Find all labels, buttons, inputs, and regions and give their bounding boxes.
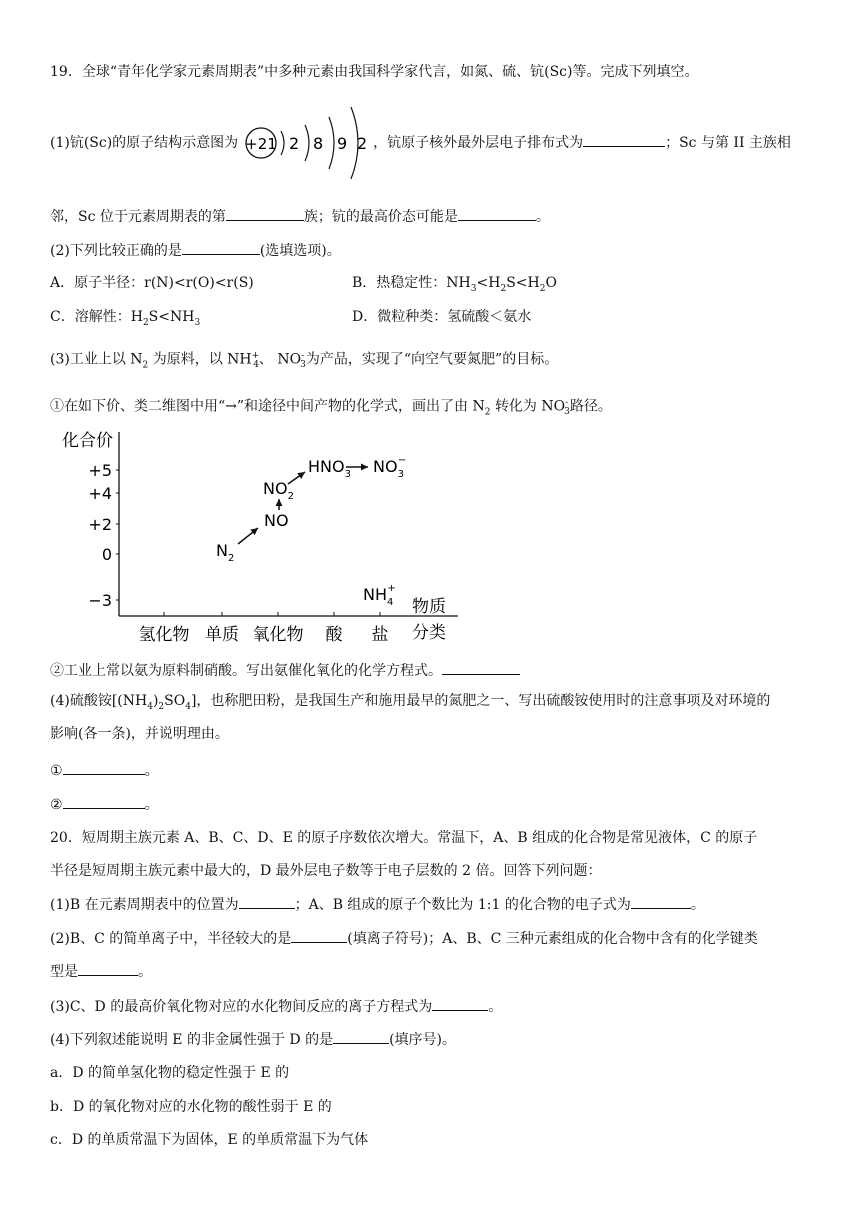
option-d: D．微粒种类：氢硫酸＜氨水 xyxy=(352,309,532,325)
q19-part3-1: ①在如下价、类二维图中用“→”和途径中间产物的化学式，画出了由 $N_2$ 转化为 $NO^-_3$路径。 xyxy=(50,398,612,418)
option-c: C．溶解性：$H_2S<NH_3$ xyxy=(50,309,201,328)
q20-intro-1: 20．短周期主族元素 A、B、C、D、E 的原子序数依次增大。常温下，A、B 组成的化合物是常见液体，C 的原子 xyxy=(50,830,758,846)
y-ticks xyxy=(88,461,119,610)
q19-p4d: ]，也称肥田粉，是我国生产和施用最早的氮肥之一、写出硫酸铵使用时的注意事项及对环境的 xyxy=(190,693,771,709)
shell-arc-2 xyxy=(305,125,309,161)
q20-intro-2: 半径是短周期主族元素中最大的，D 最外层电子数等于电子层数的 2 倍。回答下列问题： xyxy=(50,863,602,879)
shell-electrons-3: 9 xyxy=(336,134,347,153)
blank-group[interactable] xyxy=(226,206,304,221)
q19-p1b: ，钪原子核外最外层电子排布式为 xyxy=(373,135,584,151)
option-a-label: A．原子半径： xyxy=(50,275,145,291)
blank-answer-2[interactable] xyxy=(63,794,145,809)
q20-p1b: ；A、B 组成的原子个数比为 1:1 的化合物的电子式为 xyxy=(294,897,631,913)
blank-highest-valence[interactable] xyxy=(458,206,536,221)
answer-2-period: 。 xyxy=(144,797,159,813)
atom-diagram xyxy=(243,133,369,153)
q20-p3b: 。 xyxy=(488,999,503,1015)
blank-electron-formula[interactable] xyxy=(631,894,691,909)
species-hno3-label: $HNO_3$ xyxy=(308,457,351,480)
q19-p1c: ；Sc 与第 II 主族相 xyxy=(665,135,791,151)
q19-p3d: 为产品，实现了“向空气要氮肥”的目标。 xyxy=(305,351,559,368)
option-b: B．热稳定性：$NH_3<H_2S<H_2O$ xyxy=(352,275,557,294)
q20-part2-line2 xyxy=(50,961,152,982)
q19-p3a: (3)工业上以 N xyxy=(50,351,143,368)
q19-part4-line2: 影响(各一条)，并说明理由。 xyxy=(50,726,229,742)
q20-part4 xyxy=(50,1029,456,1050)
path-arrow-head xyxy=(361,464,368,471)
q19-answer-2 xyxy=(50,794,159,815)
y-tick-label: −3 xyxy=(88,591,112,610)
species-n2-label: $N_2$ xyxy=(216,541,235,564)
y-tick-label: +2 xyxy=(88,515,112,534)
shell-electrons-1: 2 xyxy=(288,134,299,153)
x-category-label: 酸 xyxy=(325,625,343,645)
atom-structure-svg xyxy=(243,93,373,193)
x-category-label: 盐 xyxy=(371,625,389,645)
q20-p4a: (4)下列叙述能说明 E 的非金属性强于 D 的是 xyxy=(50,1032,334,1048)
q19-p1d: 邻，Sc 位于元素周期表的第 xyxy=(50,209,226,225)
q19-p1f: 。 xyxy=(535,209,550,225)
y-tick-label: +5 xyxy=(88,461,112,480)
q19-p3b: 为原料，以 NH xyxy=(152,351,252,368)
x-category-label: 氢化物 xyxy=(138,625,190,645)
option-a xyxy=(50,275,254,291)
x-category-label: 单质 xyxy=(205,625,239,645)
q20-p4b: (填序号)。 xyxy=(389,1032,457,1048)
species-no2-label: $NO_2$ xyxy=(263,479,294,502)
q20-p2c: 型是 xyxy=(50,964,78,980)
q20-part3 xyxy=(50,996,502,1017)
q19-p3c: 、 NO xyxy=(258,351,302,368)
q19-p2-tail: (选填选项)。 xyxy=(259,243,341,259)
q20-part1 xyxy=(50,894,705,915)
species-labels xyxy=(216,455,406,608)
q19-p1a: (1)钪(Sc)的原子结构示意图为 xyxy=(50,135,239,151)
blank-equation[interactable] xyxy=(442,660,520,675)
blank-ionic-equation[interactable] xyxy=(432,996,488,1011)
valence-class-chart xyxy=(50,422,470,652)
path-arrow-head xyxy=(276,499,283,506)
q19-p31b: 转化为 NO xyxy=(494,398,566,415)
option-c-label: C．溶解性： xyxy=(50,309,131,325)
q19-p31a: ①在如下价、类二维图中用“→”和途径中间产物的化学式，画出了由 N xyxy=(50,398,485,415)
blank-bond-type[interactable] xyxy=(78,961,138,976)
nucleus-charge: +21 xyxy=(244,135,277,153)
q19-p1e: 族；钪的最高价态可能是 xyxy=(303,209,458,225)
q20-option-c: c．D 的单质常温下为固体，E 的单质常温下为气体 xyxy=(50,1132,369,1148)
q20-p2b: (填离子符号)；A、B、C 三种元素组成的化合物中含有的化学键类 xyxy=(347,931,758,947)
q20-option-a: a．D 的简单氢化物的稳定性强于 E 的 xyxy=(50,1065,290,1081)
species-nh4-label: $NH_4+$ xyxy=(363,583,396,608)
q19-options-row1 xyxy=(50,273,557,294)
y-axis-label: 化合价 xyxy=(62,431,113,451)
y-tick-label: 0 xyxy=(101,545,112,564)
shell-arc-3 xyxy=(329,117,334,169)
q19-part2 xyxy=(50,240,341,261)
q19-p32: ②工业上常以氨为原料制硝酸。写出氨催化氧化的化学方程式。 xyxy=(50,663,442,679)
path-arrow-head xyxy=(297,472,305,479)
blank-p2[interactable] xyxy=(182,240,260,255)
q19-part3-2 xyxy=(50,660,520,681)
q19-options-row2 xyxy=(50,307,532,333)
shell-arc-1 xyxy=(281,131,284,155)
q20-p2a: (2)B、C 的简单离子中，半径较大的是 xyxy=(50,931,292,947)
q20-p2d: 。 xyxy=(138,964,152,980)
blank-answer-1[interactable] xyxy=(63,760,145,775)
q19-part1-line2 xyxy=(50,206,550,227)
q19-p31c: 路径。 xyxy=(569,398,612,415)
blank-p4[interactable] xyxy=(333,1029,389,1044)
blank-larger-ion[interactable] xyxy=(291,928,347,943)
q20-part2-line1 xyxy=(50,928,758,949)
q19-part4-line1: (4)硫酸铵$[(NH_4)_2SO_4]$，也称肥田粉，是我国生产和施用最早的氮肥之一、写出硫酸铵使用时的注意事项及对环境的 xyxy=(50,693,771,712)
q19-p4b: ) xyxy=(152,693,159,709)
blank-b-position[interactable] xyxy=(239,894,295,909)
x-categories xyxy=(139,612,389,645)
y-tick-label: +4 xyxy=(88,484,112,503)
option-b-label: B．热稳定性： xyxy=(352,275,447,291)
q19-part3: (3)工业上以 $N_2$ 为原料，以 $NH^+_4$、 $NO^-_3$为产品，实现了“向空气要氮肥”的目标。 xyxy=(50,351,559,371)
q19-answer-1 xyxy=(50,760,159,781)
species-no3-label: $NO_3-$ xyxy=(373,455,407,480)
answer-1-label: ① xyxy=(50,763,63,779)
x-axis-label-line1: 物质 xyxy=(412,597,446,617)
q20-p1a: (1)B 在元素周期表中的位置为 xyxy=(50,897,239,913)
answer-2-label: ② xyxy=(50,797,63,813)
q20-p3a: (3)C、D 的最高价氧化物对应的水化物间反应的离子方程式为 xyxy=(50,999,433,1015)
q19-intro: 19．全球“青年化学家元素周期表”中多种元素由我国科学家代言，如氮、硫、钪(Sc)等。完成下列填空。 xyxy=(50,64,699,80)
species-no-label: NO xyxy=(264,511,289,530)
q20-p1c: 。 xyxy=(690,897,705,913)
shell-electrons-4: 2 xyxy=(356,134,367,153)
option-a-text: r(N)<r(O)<r(S) xyxy=(144,275,254,291)
answer-1-period: 。 xyxy=(144,763,159,779)
q20-option-b: b．D 的氧化物对应的水化物的酸性弱于 E 的 xyxy=(50,1099,332,1115)
blank-outer-electron-config[interactable] xyxy=(583,132,665,147)
shell-electrons-2: 8 xyxy=(312,134,323,153)
q19-p4c: SO xyxy=(164,693,186,709)
q19-part1-line1 xyxy=(50,132,791,153)
q19-p4a: (4)硫酸铵[(NH xyxy=(50,693,148,709)
x-category-label: 氧化物 xyxy=(252,625,304,645)
x-axis-label-line2: 分类 xyxy=(412,623,446,643)
q19-p2: (2)下列比较正确的是 xyxy=(50,243,182,259)
